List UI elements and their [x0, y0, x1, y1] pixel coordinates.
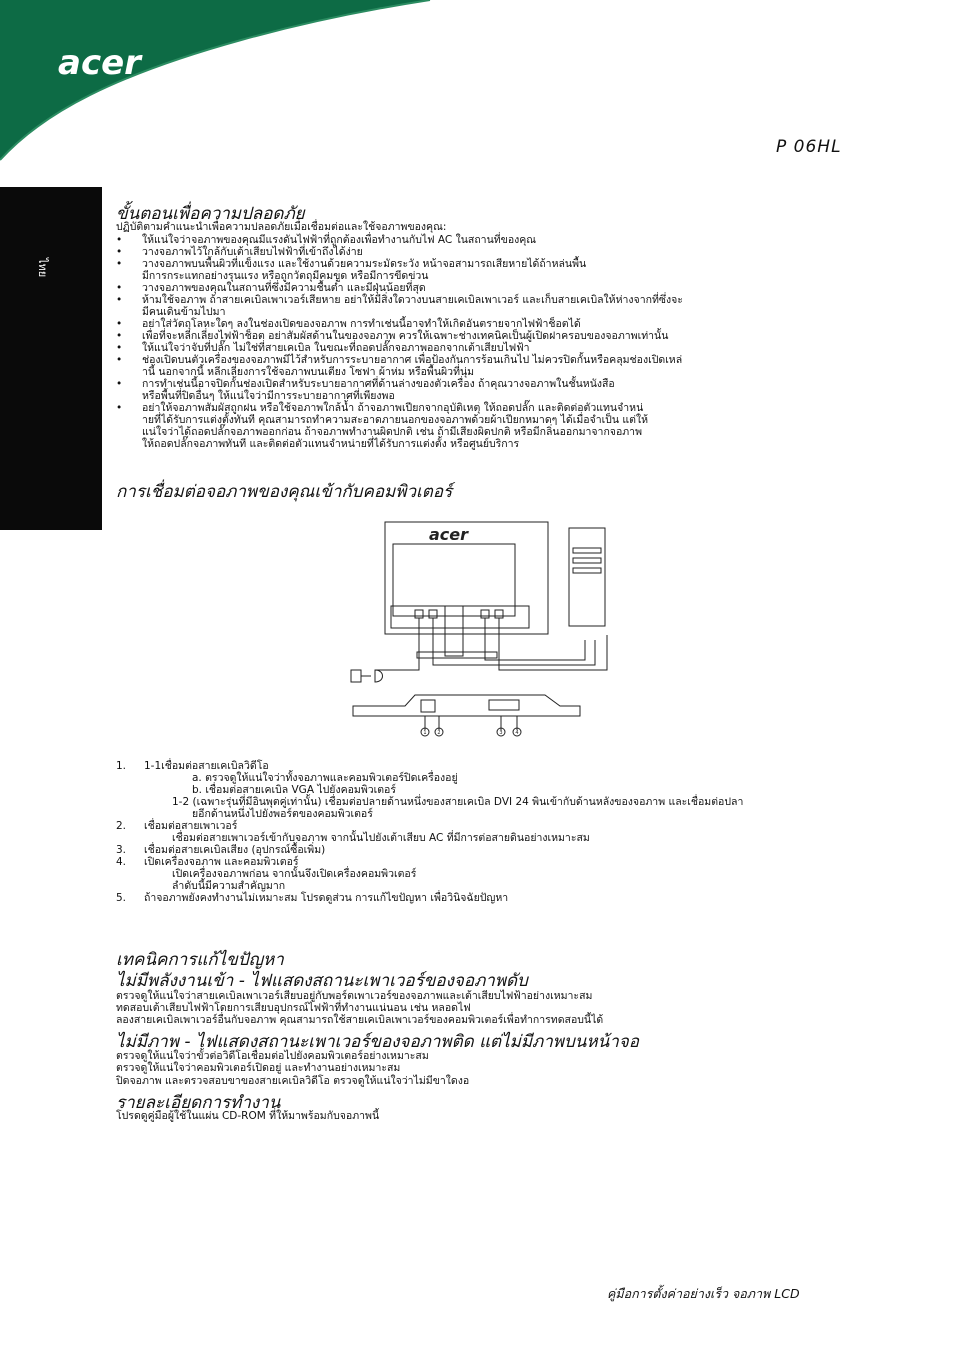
- safety-bullet-line: [116, 270, 683, 282]
- safety-bullet-line: [116, 438, 683, 450]
- language-label: ไทย: [36, 258, 49, 278]
- step-line: [116, 808, 743, 820]
- safety-bullet-line: [116, 246, 683, 258]
- safety-bullet-text: ายที่ได้รับการแต่งตั้งทันที คุณสามารถทำความสะอาดภายนอกของจอภาพด้วยผ้าเปียกหมาดๆ ได้เมื่อจำเป็น แต่ให้: [142, 414, 648, 426]
- safety-intro: ปฏิบัติตามคำแนะนำเพื่อความปลอดภัยเมื่อเชื่อมต่อและใช้จอภาพของคุณ:: [116, 221, 447, 233]
- acer-logo: acer: [58, 43, 141, 83]
- step-text: เชื่อมต่อสายเพาเวอร์เข้ากับจอภาพ จากนั้นไปยังเต้าเสียบ AC ที่มีการต่อสายดินอย่างเหมาะสม: [172, 832, 590, 844]
- step-text: 1-1เชื่อมต่อสายเคเบิลวิดีโอ: [144, 760, 269, 772]
- step-line: [116, 880, 743, 892]
- step-text: ถ้าจอภาพยังคงทำงานไม่เหมาะสม โปรดดูส่วน การแก้ไขปัญหา เพื่อวินิจฉัยปัญหา: [144, 892, 509, 904]
- safety-bullet-text: านี้ นอกจากนี้ หลีกเลี่ยงการใช้จอภาพบนเตียง โซฟา ผ้าห่ม หรือพื้นผิวที่นุ่ม: [142, 366, 475, 378]
- no-image-line-2: ตรวจดูให้แน่ใจว่าคอมพิวเตอร์เปิดอยู่ และทำงานอย่างเหมาะสม: [116, 1062, 401, 1074]
- safety-bullet-line: [116, 294, 683, 306]
- safety-bullet-line: [116, 390, 683, 402]
- safety-bullet-text: เพื่อที่จะหลีกเลี่ยงไฟฟ้าช็อต อย่าสัมผัสด้านในของจอภาพ ควรให้เฉพาะช่างเทคนิคเป็นผู้เปิดฝาครอบของจอภาพเท่านั้น: [142, 330, 669, 342]
- step-line: [116, 820, 743, 832]
- language-side-tab: [0, 187, 102, 530]
- bullet-dot: •: [116, 258, 123, 270]
- callout-4: 4: [515, 730, 519, 736]
- monitor-stand: [445, 606, 463, 656]
- safety-bullet-text: วางจอภาพของคุณในสถานที่ซึ่งมีความชื้นต่ำ และมีฝุ่นน้อยที่สุด: [142, 282, 426, 294]
- model-number: P 06HL: [776, 137, 842, 157]
- safety-bullet-line: [116, 426, 683, 438]
- safety-bullet-line: [116, 306, 683, 318]
- bullet-dot: •: [116, 282, 123, 294]
- step-number: 3.: [116, 844, 127, 856]
- safety-bullet-text: ช่องเปิดบนตัวเครื่องของจอภาพมีไว้สำหรับการระบายอากาศ เพื่อป้องกันการร้อนเกินไป ไม่ควรปิดกั้นหรือคลุมช่องเปิดเหล่: [142, 354, 683, 366]
- safety-bullet-text: มีคนเดินข้ามไปมา: [142, 306, 226, 318]
- step-text: ยอีกด้านหนึ่งไปยังพอร์ตของคอมพิวเตอร์: [192, 808, 373, 820]
- safety-bullet-line: [116, 354, 683, 366]
- safety-bullet-text: ห้ามใช้จอภาพ ถ้าสายเคเบิลเพาเวอร์เสียหาย อย่าให้มีสิ่งใดวางบนสายเคเบิลเพาเวอร์ และเก็บสายเคเบิลให้ห่างจากที่ซึ่งจะ: [142, 294, 683, 306]
- bullet-dot: •: [116, 318, 123, 330]
- step-text: b. เชื่อมต่อสายเคเบิล VGA ไปยังคอมพิวเตอร์: [192, 784, 396, 796]
- safety-bullet-line: [116, 378, 683, 390]
- diagram-acer-logo: acer: [429, 525, 469, 544]
- troubleshoot-heading: เทคนิคการแก้ไขปัญหา: [116, 950, 284, 970]
- no-image-heading: ไม่มีภาพ - ไฟแสดงสถานะเพาเวอร์ของจอภาพติด แต่ไม่มีภาพบนหน้าจอ: [116, 1032, 639, 1052]
- step-text: เปิดเครื่องจอภาพ และคอมพิวเตอร์: [144, 856, 299, 868]
- step-line: [116, 868, 743, 880]
- safety-bullet-text: มีการกระแทกอย่างรุนแรง หรือถูกวัตถุมีคมขูด หรือมีการขีดข่วน: [142, 270, 429, 282]
- no-power-line-2: ทดสอบเต้าเสียบไฟฟ้าโดยการเสียบอุปกรณ์ไฟฟ้าที่ทำงานแน่นอน เช่น หลอดไฟ: [116, 1002, 471, 1014]
- safety-bullet-text: อย่าให้จอภาพสัมผัสถูกฝน หรือใช้จอภาพใกล้น้ำ ถ้าจอภาพเปียกจากอุบัติเหตุ ให้ถอดปลั๊ก และติดต่อตัวแทนจำหน่: [142, 402, 644, 414]
- safety-bullet-text: วางจอภาพบนพื้นผิวที่แข็งแรง และใช้งานด้วยความระมัดระวัง หน้าจอสามารถเสียหายได้ถ้าหล่นพื้น: [142, 258, 587, 270]
- safety-list: [116, 234, 683, 450]
- step-line: [116, 784, 743, 796]
- step-line: [116, 892, 743, 904]
- safety-bullet-text: อย่าใส่วัตถุโลหะใดๆ ลงในช่องเปิดของจอภาพ การทำเช่นนี้อาจทำให้เกิดอันตรายจากไฟฟ้าช็อตได้: [142, 318, 581, 330]
- bullet-dot: •: [116, 330, 123, 342]
- safety-heading: ขั้นตอนเพื่อความปลอดภัย: [116, 204, 305, 224]
- step-line: [116, 832, 743, 844]
- monitor-bottom-view: [353, 695, 580, 716]
- safety-bullet-text: ให้แน่ใจว่าจอภาพของคุณมีแรงดันไฟฟ้าที่ถูกต้องเพื่อทำงานกับไฟ AC ในสถานที่ของคุณ: [142, 234, 537, 246]
- step-text: เปิดเครื่องจอภาพก่อน จากนั้นจึงเปิดเครื่องคอมพิวเตอร์: [172, 868, 417, 880]
- step-number: 1.: [116, 760, 127, 772]
- bullet-dot: •: [116, 402, 123, 414]
- bullet-dot: •: [116, 354, 123, 366]
- no-image-line-3: ปิดจอภาพ และตรวจสอบขาของสายเคเบิลวิดีโอ ตรวจดูให้แน่ใจว่าไม่มีขาใดงอ: [116, 1075, 470, 1087]
- safety-bullet-line: [116, 234, 683, 246]
- no-power-line-3: ลองสายเคเบิลเพาเวอร์อื่นกับจอภาพ คุณสามารถใช้สายเคเบิลเพาเวอร์ของคอมพิวเตอร์เพื่อทำการทดสอบนี้ได้: [116, 1014, 604, 1026]
- no-power-line-1: ตรวจดูให้แน่ใจว่าสายเคเบิลเพาเวอร์เสียบอยู่กับพอร์ตเพาเวอร์ของจอภาพและเต้าเสียบไฟฟ้าอย่างเหมาะสม: [116, 990, 593, 1002]
- bullet-dot: •: [116, 234, 123, 246]
- step-line: [116, 772, 743, 784]
- bullet-dot: •: [116, 378, 123, 390]
- step-text: ลำดับนี้มีความสำคัญมาก: [172, 880, 286, 892]
- footer-title: คู่มือการตั้งค่าอย่างเร็ว จอภาพ LCD: [607, 1286, 800, 1301]
- callout-1: 1: [423, 730, 427, 736]
- safety-bullet-line: [116, 366, 683, 378]
- step-text: เชื่อมต่อสายเคเบิลเสียง (อุปกรณ์ซื้อเพิ่ม): [144, 844, 326, 856]
- no-power-heading: ไม่มีพลังงานเข้า - ไฟแสดงสถานะเพาเวอร์ของจอภาพดับ: [116, 971, 528, 991]
- safety-bullet-text: ให้ถอดปลั๊กจอภาพทันที และติดต่อตัวแทนจำหน่ายที่ได้รับการแต่งตั้ง หรือศูนย์บริการ: [142, 438, 520, 450]
- step-line: [116, 856, 743, 868]
- callout-3: 3: [499, 730, 503, 736]
- operation-heading: รายละเอียดการทำงาน: [116, 1093, 281, 1113]
- bullet-dot: •: [116, 342, 123, 354]
- safety-bullet-text: หรือพื้นที่ปิดอื่นๆ ให้แน่ใจว่ามีการระบายอากาศที่เพียงพอ: [142, 390, 395, 402]
- connection-steps: [116, 760, 743, 904]
- safety-bullet-line: [116, 342, 683, 354]
- operation-line: โปรดดูคู่มือผู้ใช้ในแผ่น CD-ROM ที่ให้มาพร้อมกับจอภาพนี้: [116, 1110, 380, 1122]
- connection-diagram: [345, 520, 635, 745]
- safety-bullet-text: วางจอภาพไว้ใกล้กับเต้าเสียบไฟฟ้าที่เข้าถึงได้ง่าย: [142, 246, 363, 258]
- safety-bullet-text: ให้แน่ใจว่าจับที่ปลั๊ก ไม่ใช่ที่สายเคเบิล ในขณะที่ถอดปลั๊กจอภาพออกจากเต้าเสียบไฟฟ้า: [142, 342, 530, 354]
- step-line: [116, 844, 743, 856]
- connect-heading: การเชื่อมต่อจอภาพของคุณเข้ากับคอมพิวเตอร์: [116, 482, 453, 502]
- step-number: 2.: [116, 820, 127, 832]
- step-line: [116, 760, 743, 772]
- safety-bullet-text: การทำเช่นนี้อาจปิดกั้นช่องเปิดสำหรับระบายอากาศที่ด้านล่างของตัวเครื่อง ถ้าคุณวางจอภาพในชั้นหนังสือ: [142, 378, 615, 390]
- safety-bullet-line: [116, 402, 683, 414]
- safety-bullet-line: [116, 330, 683, 342]
- power-plug: [351, 670, 361, 682]
- safety-bullet-line: [116, 282, 683, 294]
- bullet-dot: •: [116, 294, 123, 306]
- step-number: 5.: [116, 892, 127, 904]
- callout-2: 2: [437, 730, 441, 736]
- no-image-line-1: ตรวจดูให้แน่ใจว่าขั้วต่อวิดีโอเชื่อมต่อไปยังคอมพิวเตอร์อย่างเหมาะสม: [116, 1050, 429, 1062]
- safety-bullet-line: [116, 318, 683, 330]
- safety-bullet-line: [116, 258, 683, 270]
- computer-tower: [569, 528, 605, 626]
- step-text: เชื่อมต่อสายเพาเวอร์: [144, 820, 238, 832]
- safety-bullet-text: แน่ใจว่าได้ถอดปลั๊กจอภาพออกก่อน ถ้าจอภาพทำงานผิดปกติ เช่น ถ้ามีเสียงผิดปกติ หรือมีกลิ่นออกมาจากจอภาพ: [142, 426, 643, 438]
- step-text: 1-2 (เฉพาะรุ่นที่มีอินพุตคู่เท่านั้น) เชื่อมต่อปลายด้านหนึ่งของสายเคเบิล DVI 24 พินเข้ากับด้านหลังของจอภาพ และเชื่อมต่อปลา: [172, 796, 744, 808]
- bullet-dot: •: [116, 246, 123, 258]
- step-number: 4.: [116, 856, 127, 868]
- step-line: [116, 796, 743, 808]
- step-text: a. ตรวจดูให้แน่ใจว่าทั้งจอภาพและคอมพิวเตอร์ปิดเครื่องอยู่: [192, 772, 458, 784]
- safety-bullet-line: [116, 414, 683, 426]
